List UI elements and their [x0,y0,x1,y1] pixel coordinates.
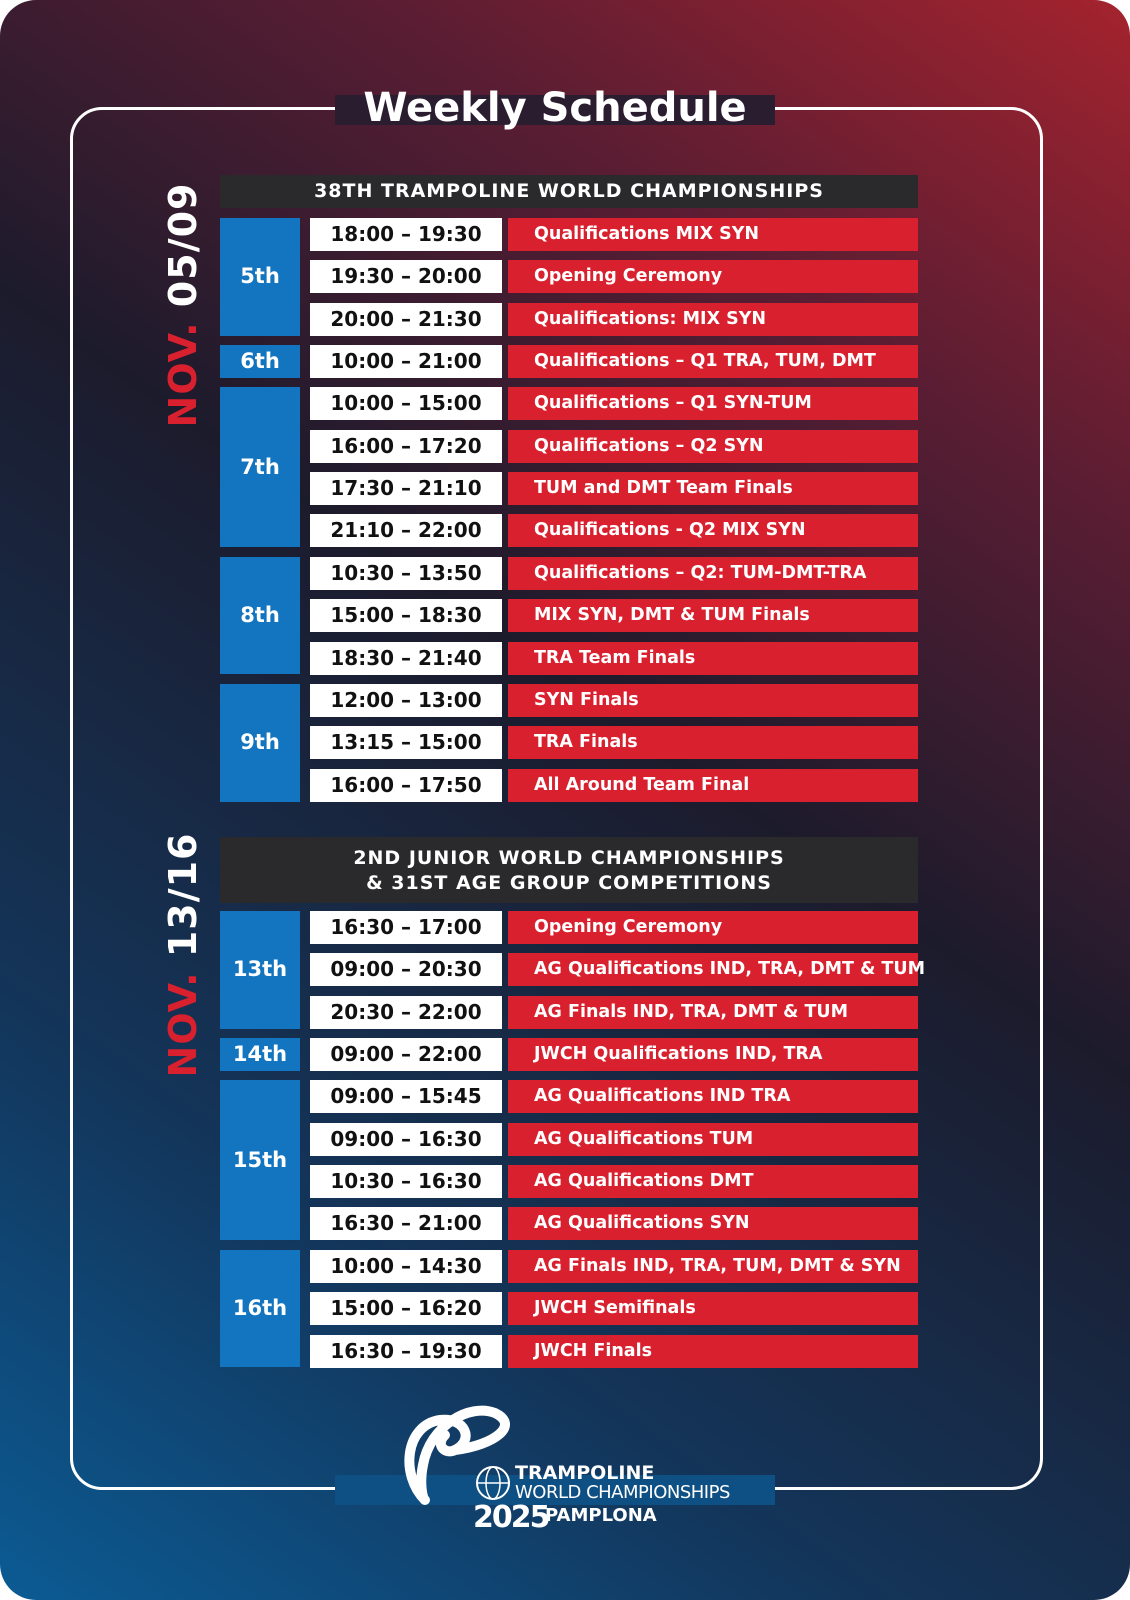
event-name: AG Qualifications DMT [508,1165,918,1198]
event-name: AG Finals IND, TRA, DMT & TUM [508,996,918,1029]
event-name: AG Finals IND, TRA, TUM, DMT & SYN [508,1250,918,1283]
day-cell: 15th [220,1080,300,1240]
page-title: Weekly Schedule [363,85,747,131]
event-name: Qualifications – Q2 SYN [508,430,918,463]
time-slot: 15:00 – 16:20 [310,1292,502,1325]
event-name: MIX SYN, DMT & TUM Finals [508,599,918,632]
section-header-line: 38TH TRAMPOLINE WORLD CHAMPIONSHIPS [314,180,824,202]
date-range: 13/16 [161,832,205,958]
event-name: AG Qualifications TUM [508,1123,918,1156]
time-slot: 16:00 – 17:20 [310,430,502,463]
time-slot: 09:00 – 16:30 [310,1123,502,1156]
time-slot: 16:00 – 17:50 [310,769,502,802]
time-slot: 09:00 – 22:00 [310,1038,502,1071]
event-name: TRA Team Finals [508,642,918,675]
logo-line2: WORLD CHAMPIONSHIPS [515,1482,730,1503]
time-slot: 20:30 – 22:00 [310,996,502,1029]
section-header-line: & 31ST AGE GROUP COMPETITIONS [366,872,772,894]
time-slot: 16:30 – 17:00 [310,911,502,944]
section-header [220,837,918,903]
logo-year: 2025 [473,1500,549,1535]
event-name: SYN Finals [508,684,918,717]
vertical-date-label [161,805,205,1105]
time-slot: 17:30 – 21:10 [310,472,502,505]
event-name: Qualifications MIX SYN [508,218,918,251]
event-name: Opening Ceremony [508,260,918,293]
event-name: Qualifications - Q2 MIX SYN [508,514,918,547]
day-cell: 6th [220,345,300,378]
time-slot: 10:00 – 15:00 [310,387,502,420]
day-cell: 16th [220,1250,300,1368]
logo-city: PAMPLONA [545,1505,657,1526]
time-slot: 12:00 – 13:00 [310,684,502,717]
event-name: Qualifications – Q1 SYN-TUM [508,387,918,420]
event-name: AG Qualifications SYN [508,1207,918,1240]
date-month: NOV. [161,307,205,428]
event-name: JWCH Qualifications IND, TRA [508,1038,918,1071]
time-slot: 18:00 – 19:30 [310,218,502,251]
time-slot: 21:10 – 22:00 [310,514,502,547]
day-cell: 7th [220,387,300,547]
time-slot: 10:30 – 13:50 [310,557,502,590]
day-cell: 14th [220,1038,300,1071]
event-name: Qualifications – Q1 TRA, TUM, DMT [508,345,918,378]
event-name: All Around Team Final [508,769,918,802]
time-slot: 16:30 – 21:00 [310,1207,502,1240]
event-name: JWCH Semifinals [508,1292,918,1325]
event-name: Qualifications – Q2: TUM-DMT-TRA [508,557,918,590]
vertical-date-label [161,155,205,455]
event-name: AG Qualifications IND, TRA, DMT & TUM [508,953,918,986]
time-slot: 09:00 – 15:45 [310,1080,502,1113]
event-name: AG Qualifications IND TRA [508,1080,918,1113]
time-slot: 10:00 – 21:00 [310,345,502,378]
time-slot: 10:30 – 16:30 [310,1165,502,1198]
event-name: TRA Finals [508,726,918,759]
day-cell: 13th [220,911,300,1029]
section-header [220,175,918,208]
event-name: Qualifications: MIX SYN [508,303,918,336]
event-name: TUM and DMT Team Finals [508,472,918,505]
event-name: JWCH Finals [508,1335,918,1368]
day-cell: 8th [220,557,300,675]
time-slot: 20:00 – 21:30 [310,303,502,336]
event-logo [395,1405,755,1535]
time-slot: 15:00 – 18:30 [310,599,502,632]
time-slot: 19:30 – 20:00 [310,260,502,293]
date-range: 05/09 [161,182,205,308]
globe-icon [475,1465,511,1501]
day-cell: 5th [220,218,300,336]
day-cell: 9th [220,684,300,802]
logo-line1: TRAMPOLINE [515,1462,655,1484]
time-slot: 13:15 – 15:00 [310,726,502,759]
event-name: Opening Ceremony [508,911,918,944]
time-slot: 16:30 – 19:30 [310,1335,502,1368]
date-month: NOV. [161,957,205,1078]
time-slot: 09:00 – 20:30 [310,953,502,986]
time-slot: 10:00 – 14:30 [310,1250,502,1283]
time-slot: 18:30 – 21:40 [310,642,502,675]
section-header-line: 2ND JUNIOR WORLD CHAMPIONSHIPS [353,847,785,869]
